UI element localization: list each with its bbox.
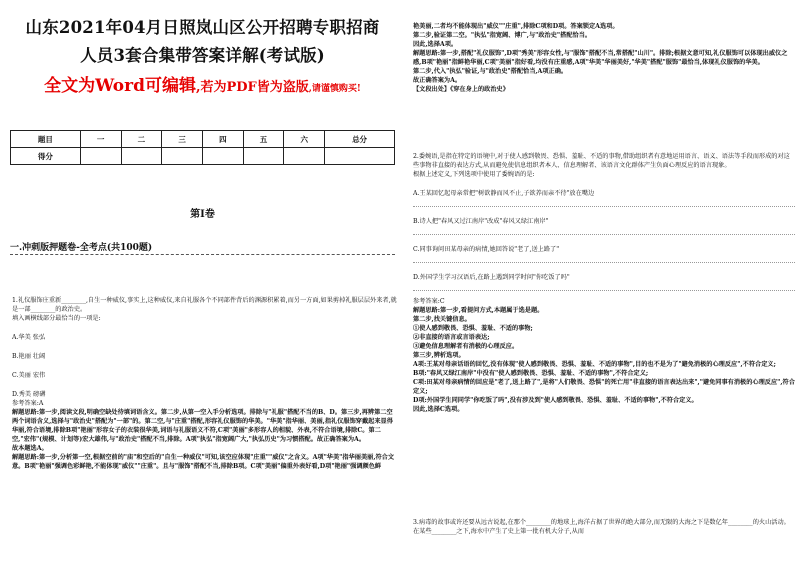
analysis-line: 第二步,找关键信息。 (413, 316, 471, 323)
analysis-line: 第二步,验证第二空。"执弘"指宽阔、博广,与"政治史"搭配恰当。 (413, 32, 592, 39)
question-1-stem: 1.礼仪服饰庄重新________,自生一种威仪,事实上,这种威仪,来自礼服各个不同部件背后的渊源积累着,而另一方面,如果剪掉礼服层层外来者,就是一部________的政治史。 (12, 297, 397, 313)
question-2-instruction: 根据上述定义,下列选项中使用了委婉语的是: (413, 171, 535, 178)
analysis-line: 因此,选择C选项。 (413, 406, 464, 413)
question-2-stem: 2.委婉语,是指在特定的语境中,对于使人感到敬畏、恐惧、羞耻、不适的事物,借助组织者有意地运用语言、语义、语法等手段而形成的对这些事物非直接的表达方式,从而避免使信息组织者本人、信息理解者、该语言文化群体产生负面心理反应的语言现象。 (413, 153, 790, 169)
analysis-line: ③避免信息理解者有消极的心理反应。 (413, 343, 519, 350)
question-2-analysis (413, 306, 795, 414)
question-1-option-d: D.秀美 磅礴 (12, 391, 46, 398)
document-title (8, 14, 397, 70)
source-citation: 【文段出处】《穿在身上的政治史》 (413, 86, 509, 93)
section-heading: 一.冲刺版押题卷-全考点(共100题) (10, 243, 153, 253)
score-table (10, 130, 395, 165)
analysis-line: 解题思路:第一步,搭配"礼仪服饰",D项"秀美"形容女性,与"服饰"搭配不当,常搭配"山川"。排除;根据文意可知,礼仪服饰可以体现出威仪之感,B项"艳丽"指鲜艳华丽,C项"美丽"指好看,均没有庄重感,A项"华美"华丽美好,"华美"搭配"服饰"最恰当,体现礼仪服饰的华美。 (413, 50, 788, 66)
question-2-answer: 参考答案:C (413, 298, 445, 305)
score-header-cell: 三 (162, 131, 203, 148)
score-header-cell: 题目 (11, 131, 81, 148)
score-cell (325, 148, 395, 165)
question-2-option-d: D.外国学生学习汉语后,在路上遇到同学时问"你吃饭了吗" (413, 273, 795, 291)
score-cell (284, 148, 325, 165)
section-divider (10, 254, 395, 255)
analysis-line: 解题思路:第一步,看提问方式,本题属于选是题。 (413, 307, 544, 314)
question-1-analysis-continued (413, 22, 795, 94)
question-2-option-a: A.王某回忆起母亲常把"树欲静而风不止,子欲养而亲不待"放在嘴边 (413, 189, 795, 207)
score-table-header-row (11, 131, 395, 148)
score-cell (121, 148, 162, 165)
question-2-option-c: C.同事询问田某母亲的病情,她回答说"老了,送上路了" (413, 245, 795, 263)
question-1-option-a: A.华美 张弘 (12, 334, 46, 341)
analysis-line: C项:田某对母亲病情的回应是"老了,送上路了",是将"人们敬畏、恐惧"的死亡用"非直接的语言表达出来","避免同事有消极的心理反应",符合定义; (413, 379, 795, 395)
analysis-line: D项:外国学生同同学"你吃饭了吗",没有涉及到"使人感到敬畏、恐惧、羞耻、不适的事物",不符合定义。 (413, 397, 698, 404)
score-header-cell: 总分 (325, 131, 395, 148)
title-line-1: 山东2021年04月日照岚山区公开招聘专职招商 (25, 18, 380, 37)
promo-word-editable: 全文为Word可编辑 (44, 76, 196, 96)
score-header-cell: 四 (202, 131, 243, 148)
score-header-cell: 五 (243, 131, 284, 148)
analysis-line: 艳美丽,二者均不能体现出"威仪""庄重",排除C项和D项。答案锁定A选项。 (413, 23, 619, 30)
score-header-cell: 二 (121, 131, 162, 148)
analysis-line: 第二步,代入"执弘"验证,与"政治史"搭配恰当,A项正确。 (413, 68, 568, 75)
question-1-analysis: 解题思路:第一步,阅读文段,明确空缺处待填词语含义。第二步,从第一空入手分析选项。排除与"礼服"搭配不当的B、D。第三步,再辨第二空两个词语含义,选择与"政治史"搭配为"一部"的。第二空,与"庄重"搭配,形容礼仪服饰的华美。"华美"指华丽、美丽,指礼仪服饰穿戴起来显得华丽,符合语境,排除B项"艳丽"形容女子的衣装很华美,词语与礼服语义不符,C项"美丽"多形容人的相貌、外表,不符合语境,排除C。第二空,"宏伟"(规模、计划等)宏大雄伟,与"政治史"搭配不当,排除。A项"执弘"指宽阔广大,"执弘历史"为习惯搭配。故正确答案为A。 (12, 409, 393, 443)
analysis-line: 因此,选择A项。 (413, 41, 458, 48)
score-cell (243, 148, 284, 165)
score-header-cell: 一 (80, 131, 121, 148)
question-1-answer: 参考答案:A (12, 400, 44, 407)
question-1-instruction: 填入画横线部分最恰当的一项是: (12, 315, 101, 322)
score-row-label: 得分 (11, 148, 81, 165)
question-1-answer-conclusion: 故本题选A。 (12, 445, 48, 452)
volume-heading: 第I卷 (190, 209, 215, 220)
question-2-option-b: B.诗人把"春风又过江南岸"改成"春风又绿江南岸" (413, 217, 795, 235)
score-cell (202, 148, 243, 165)
analysis-line: 故正确答案为A。 (413, 77, 462, 84)
question-1-option-b: B.艳丽 壮阔 (12, 353, 46, 360)
analysis-line: A项:王某对母亲话语的回忆,没有体现"使人感到敬畏、恐惧、羞耻、不适的事物",目的也不是为了"避免消极的心理反应",不符合定义; (413, 361, 776, 368)
promo-buy-caution: ,请谨慎购买! (308, 84, 361, 94)
score-header-cell: 六 (284, 131, 325, 148)
title-line-2: 人员3套合集带答案详解(考试版) (80, 46, 325, 65)
right-column (405, 0, 800, 565)
analysis-line: ②非直接的语言或言语表达; (413, 334, 490, 341)
question-1 (12, 296, 397, 471)
promo-pdf-warning: ,若为PDF皆为盗版 (195, 80, 309, 95)
analysis-line: B项:"春风又绿江南岸"中没有"使人感到敬畏、恐惧、羞耻、不适的事物",不符合定义; (413, 370, 649, 377)
question-3-stem: 3.病毒的故事或许还要从远古说起,在那个________的地球上,海洋占据了世界的绝大部分,而无限的大海之下是数亿年________的火山活动。在某些________之下,海水中产生了史上第一批有机大分子,从而 (413, 519, 790, 535)
analysis-line: 第三步,辨析选项。 (413, 352, 465, 359)
question-1-analysis-2: 解题思路:第一步,分析第一空,根据空前的"庙"和空后的"自生一种威仪"可知,该空应体现"庄重""威仪"之含义。A项"华美"指华丽美丽,符合文意。B项"艳丽"强调色彩鲜艳,不能体现"威仪""庄重"。且与"服饰"搭配不当,排除B项。C项"美丽"偏重外表好看,D项"艳丽"强调颜色鲜 (12, 454, 395, 470)
score-table-score-row (11, 148, 395, 165)
question-3 (413, 518, 795, 536)
promo-banner (0, 74, 405, 98)
question-1-option-c: C.美丽 宏伟 (12, 372, 46, 379)
analysis-line: ①使人感到敬畏、恐惧、羞耻、不适的事物; (413, 325, 533, 332)
score-cell (80, 148, 121, 165)
score-cell (162, 148, 203, 165)
question-2 (413, 152, 795, 414)
